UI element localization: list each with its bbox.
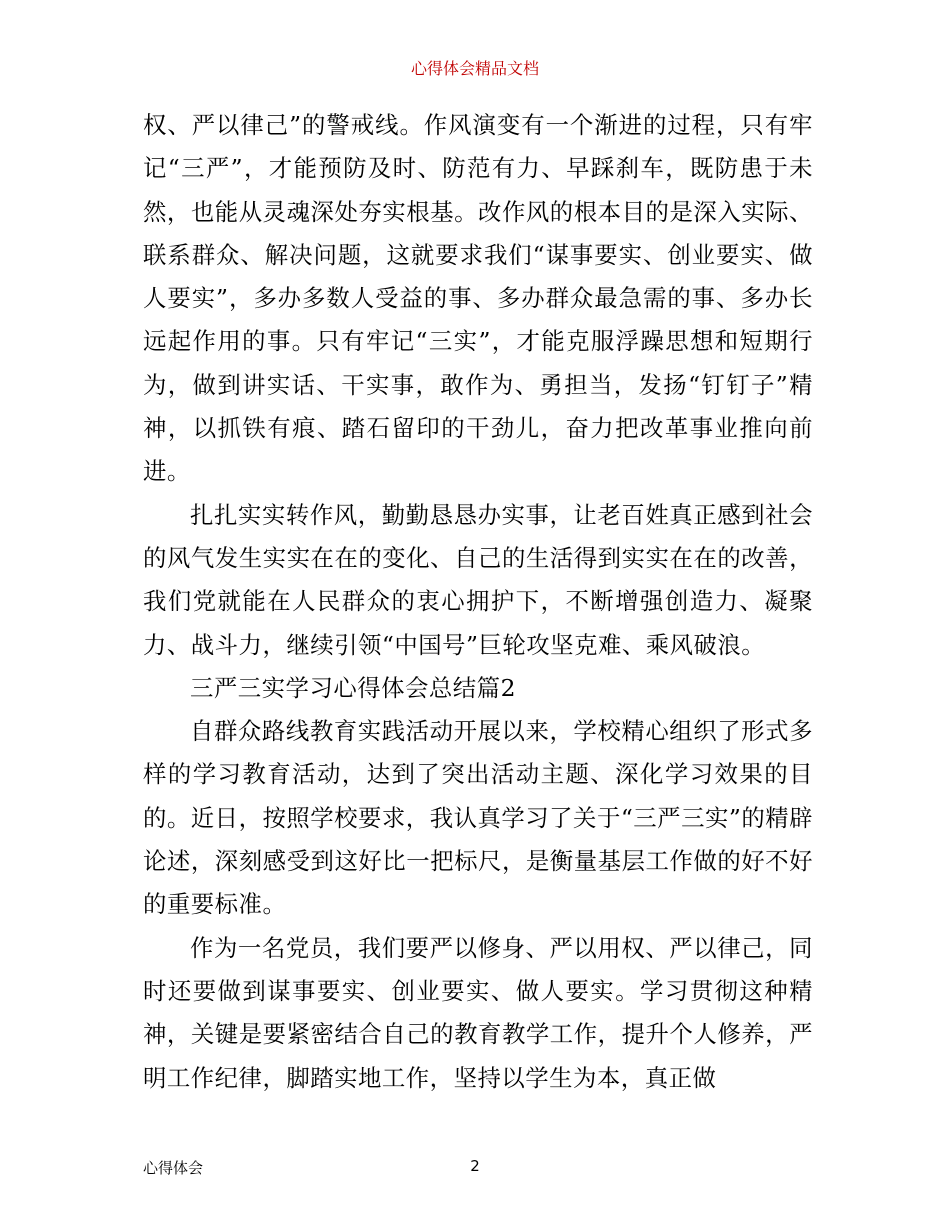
page-header-title: 心得体会精品文档 — [410, 59, 539, 78]
paragraph-1: 权、严以律己”的警戒线。作风演变有一个渐进的过程，只有牢记“三严”，才能预防及时、防范有力、早踩刹车，既防患于未然，也能从灵魂深处夯实根基。改作风的根本目的是深入实际、联系群众、解决问题，这就要求我们“谋事要实、创业要实、做人要实”，多办多数人受益的事、多办群众最急需的事、多办长远起作用的事。只有牢记“三实”，才能克服浮躁思想和短期行为，做到讲实话、干实事，敢作为、勇担当，发扬“钉钉子”精神，以抓铁有痕、踏石留印的干劲儿，奋力把改革事业推向前进。 — [143, 111, 813, 486]
document-body — [143, 104, 813, 1100]
section-heading: 三严三实学习心得体会总结篇2 — [190, 673, 516, 702]
paragraph-2: 扎扎实实转作风，勤勤恳恳办实事，让老百姓真正感到社会的风气发生实实在在的变化、自己的生活得到实实在在的改善，我们党就能在人民群众的衷心拥护下，不断增强创造力、凝聚力、战斗力，继续引领“中国号”巨轮攻坚克难、乘风破浪。 — [143, 500, 813, 659]
footer-label: 心得体会 — [143, 1159, 204, 1177]
paragraph-3: 自群众路线教育实践活动开展以来，学校精心组织了形式多样的学习教育活动，达到了突出活动主题、深化学习效果的目的。近日，按照学校要求，我认真学习了关于“三严三实”的精辟论述，深刻感受到这好比一把标尺，是衡量基层工作做的好不好的重要标准。 — [143, 717, 813, 919]
page-number: 2 — [470, 1157, 480, 1175]
paragraph-4: 作为一名党员，我们要严以修身、严以用权、严以律己，同时还要做到谋事要实、创业要实、做人要实。学习贯彻这种精神，关键是要紧密结合自己的教育教学工作，提升个人修养，严明工作纪律，脚踏实地工作，坚持以学生为本，真正做 — [143, 933, 813, 1092]
